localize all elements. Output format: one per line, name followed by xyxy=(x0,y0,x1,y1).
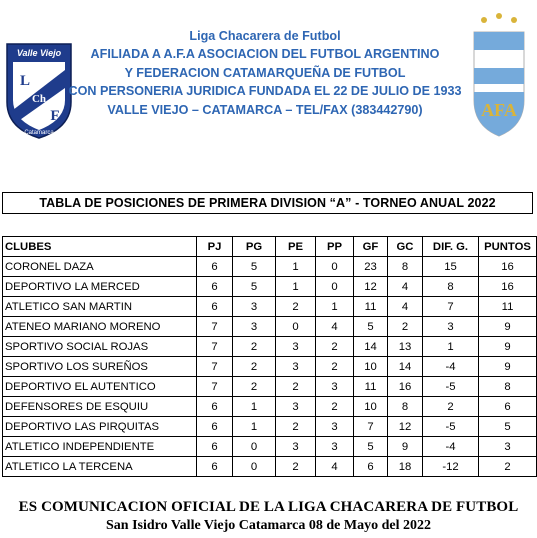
stat-cell: 2 xyxy=(233,357,276,377)
stat-cell: 7 xyxy=(423,297,479,317)
stat-cell: 2 xyxy=(233,337,276,357)
stat-cell: 3 xyxy=(233,297,276,317)
svg-text:L: L xyxy=(19,73,31,89)
column-header: PP xyxy=(316,237,354,257)
stat-cell: 0 xyxy=(316,257,354,277)
table-row xyxy=(3,337,537,357)
column-header: GC xyxy=(388,237,423,257)
stat-cell: 5 xyxy=(354,437,388,457)
official-communication-line: ES COMUNICACION OFICIAL DE LA LIGA CHACARERA DE FUTBOL xyxy=(18,499,519,515)
place-date-line: San Isidro Valle Viejo Catamarca 08 de Mayo del 2022 xyxy=(106,518,431,533)
stat-cell: 16 xyxy=(388,377,423,397)
stat-cell: 16 xyxy=(479,257,537,277)
stat-cell: 0 xyxy=(276,317,316,337)
stat-cell: 2 xyxy=(276,457,316,477)
stat-cell: 7 xyxy=(354,417,388,437)
column-header: CLUBES xyxy=(3,237,197,257)
stat-cell: 6 xyxy=(197,297,233,317)
stat-cell: 10 xyxy=(354,357,388,377)
table-row xyxy=(3,357,537,377)
letterhead-text xyxy=(60,27,470,119)
stat-cell: 13 xyxy=(388,337,423,357)
table-title: TABLA DE POSICIONES DE PRIMERA DIVISION “A” - TORNEO ANUAL 2022 xyxy=(2,192,533,214)
stat-cell: 5 xyxy=(354,317,388,337)
stat-cell: -4 xyxy=(423,437,479,457)
stat-cell: 2 xyxy=(479,457,537,477)
stat-cell: 1 xyxy=(423,337,479,357)
table-header-row xyxy=(3,237,537,257)
stat-cell: -5 xyxy=(423,417,479,437)
club-name-cell: SPORTIVO SOCIAL ROJAS xyxy=(3,337,197,357)
stat-cell: 3 xyxy=(233,317,276,337)
stat-cell: 7 xyxy=(197,377,233,397)
stat-cell: 2 xyxy=(316,357,354,377)
stat-cell: 4 xyxy=(316,457,354,477)
club-name-cell: ATLETICO LA TERCENA xyxy=(3,457,197,477)
stat-cell: 2 xyxy=(276,377,316,397)
column-header: PG xyxy=(233,237,276,257)
stat-cell: 11 xyxy=(354,377,388,397)
club-name-cell: SPORTIVO LOS SUREÑOS xyxy=(3,357,197,377)
column-header: PE xyxy=(276,237,316,257)
stat-cell: 8 xyxy=(388,397,423,417)
table-row xyxy=(3,417,537,437)
stat-cell: 9 xyxy=(388,437,423,457)
stat-cell: 1 xyxy=(233,397,276,417)
club-name-cell: DEPORTIVO LA MERCED xyxy=(3,277,197,297)
stat-cell: 4 xyxy=(388,297,423,317)
stat-cell: 5 xyxy=(479,417,537,437)
club-name-cell: ATLETICO SAN MARTIN xyxy=(3,297,197,317)
stat-cell: 3 xyxy=(276,397,316,417)
stat-cell: 18 xyxy=(388,457,423,477)
stat-cell: -4 xyxy=(423,357,479,377)
founding-line: CON PERSONERIA JURIDICA FUNDADA EL 22 DE JULIO DE 1933 xyxy=(68,84,462,99)
table-row xyxy=(3,277,537,297)
stat-cell: 6 xyxy=(197,457,233,477)
stat-cell: 9 xyxy=(479,337,537,357)
league-name: Liga Chacarera de Futbol xyxy=(189,29,341,43)
stat-cell: 12 xyxy=(388,417,423,437)
stat-cell: 9 xyxy=(479,357,537,377)
afa-logo xyxy=(466,10,532,138)
stat-cell: 14 xyxy=(388,357,423,377)
column-header: PJ xyxy=(197,237,233,257)
stat-cell: 5 xyxy=(233,277,276,297)
stat-cell: 6 xyxy=(197,437,233,457)
stat-cell: 7 xyxy=(197,357,233,377)
stat-cell: 10 xyxy=(354,397,388,417)
stat-cell: 3 xyxy=(276,437,316,457)
club-name-cell: DEPORTIVO LAS PIRQUITAS xyxy=(3,417,197,437)
stat-cell: 6 xyxy=(197,397,233,417)
stat-cell: 6 xyxy=(197,277,233,297)
table-row xyxy=(3,297,537,317)
stat-cell: 2 xyxy=(233,377,276,397)
stat-cell: 3 xyxy=(316,377,354,397)
stat-cell: 2 xyxy=(316,337,354,357)
afa-monogram: AFA xyxy=(481,100,517,120)
stat-cell: 11 xyxy=(354,297,388,317)
table-row xyxy=(3,437,537,457)
stat-cell: 16 xyxy=(479,277,537,297)
stat-cell: -5 xyxy=(423,377,479,397)
club-name-cell: ATENEO MARIANO MORENO xyxy=(3,317,197,337)
stat-cell: 7 xyxy=(197,337,233,357)
stat-cell: 6 xyxy=(197,257,233,277)
stat-cell: 7 xyxy=(197,317,233,337)
stat-cell: 1 xyxy=(276,257,316,277)
table-row xyxy=(3,257,537,277)
stat-cell: 6 xyxy=(197,417,233,437)
standings-table xyxy=(2,236,537,477)
contact-line: VALLE VIEJO – CATAMARCA – TEL/FAX (383442790) xyxy=(107,102,423,117)
stat-cell: 3 xyxy=(423,317,479,337)
stat-cell: 3 xyxy=(276,337,316,357)
svg-text:Ch: Ch xyxy=(31,93,47,105)
stat-cell: 8 xyxy=(388,257,423,277)
stat-cell: 1 xyxy=(276,277,316,297)
affiliation-line: AFILIADA A A.F.A ASOCIACION DEL FUTBOL ARGENTINO xyxy=(90,47,440,62)
club-name-cell: DEFENSORES DE ESQUIU xyxy=(3,397,197,417)
league-logo-bottom-text: Catamarca xyxy=(24,130,54,136)
stat-cell: 14 xyxy=(354,337,388,357)
stat-cell: 9 xyxy=(479,317,537,337)
club-name-cell: ATLETICO INDEPENDIENTE xyxy=(3,437,197,457)
stat-cell: 15 xyxy=(423,257,479,277)
stat-cell: 2 xyxy=(276,297,316,317)
stat-cell: 6 xyxy=(479,397,537,417)
stat-cell: 6 xyxy=(354,457,388,477)
club-name-cell: DEPORTIVO EL AUTENTICO xyxy=(3,377,197,397)
stat-cell: 3 xyxy=(479,437,537,457)
stat-cell: 0 xyxy=(316,277,354,297)
federation-line: Y FEDERACION CATAMARQUEÑA DE FUTBOL xyxy=(124,65,406,80)
column-header: PUNTOS xyxy=(479,237,537,257)
stat-cell: 23 xyxy=(354,257,388,277)
stat-cell: 4 xyxy=(316,317,354,337)
stat-cell: 0 xyxy=(233,437,276,457)
table-row xyxy=(3,377,537,397)
stat-cell: 4 xyxy=(388,277,423,297)
stat-cell: 11 xyxy=(479,297,537,317)
letterhead xyxy=(0,0,537,150)
stat-cell: 3 xyxy=(276,357,316,377)
stat-cell: 1 xyxy=(233,417,276,437)
column-header: DIF. G. xyxy=(423,237,479,257)
stat-cell: 0 xyxy=(233,457,276,477)
stat-cell: 2 xyxy=(316,397,354,417)
stat-cell: -12 xyxy=(423,457,479,477)
stat-cell: 3 xyxy=(316,417,354,437)
stat-cell: 2 xyxy=(276,417,316,437)
club-name-cell: CORONEL DAZA xyxy=(3,257,197,277)
stat-cell: 1 xyxy=(316,297,354,317)
table-row xyxy=(3,457,537,477)
stat-cell: 2 xyxy=(423,397,479,417)
table-row xyxy=(3,317,537,337)
svg-text:F: F xyxy=(50,108,60,124)
stat-cell: 12 xyxy=(354,277,388,297)
stat-cell: 8 xyxy=(423,277,479,297)
stat-cell: 2 xyxy=(388,317,423,337)
league-logo-top-text: Valle Viejo xyxy=(16,48,62,58)
stat-cell: 5 xyxy=(233,257,276,277)
table-row xyxy=(3,397,537,417)
stat-cell: 3 xyxy=(316,437,354,457)
footer xyxy=(0,497,537,535)
stat-cell: 8 xyxy=(479,377,537,397)
column-header: GF xyxy=(354,237,388,257)
